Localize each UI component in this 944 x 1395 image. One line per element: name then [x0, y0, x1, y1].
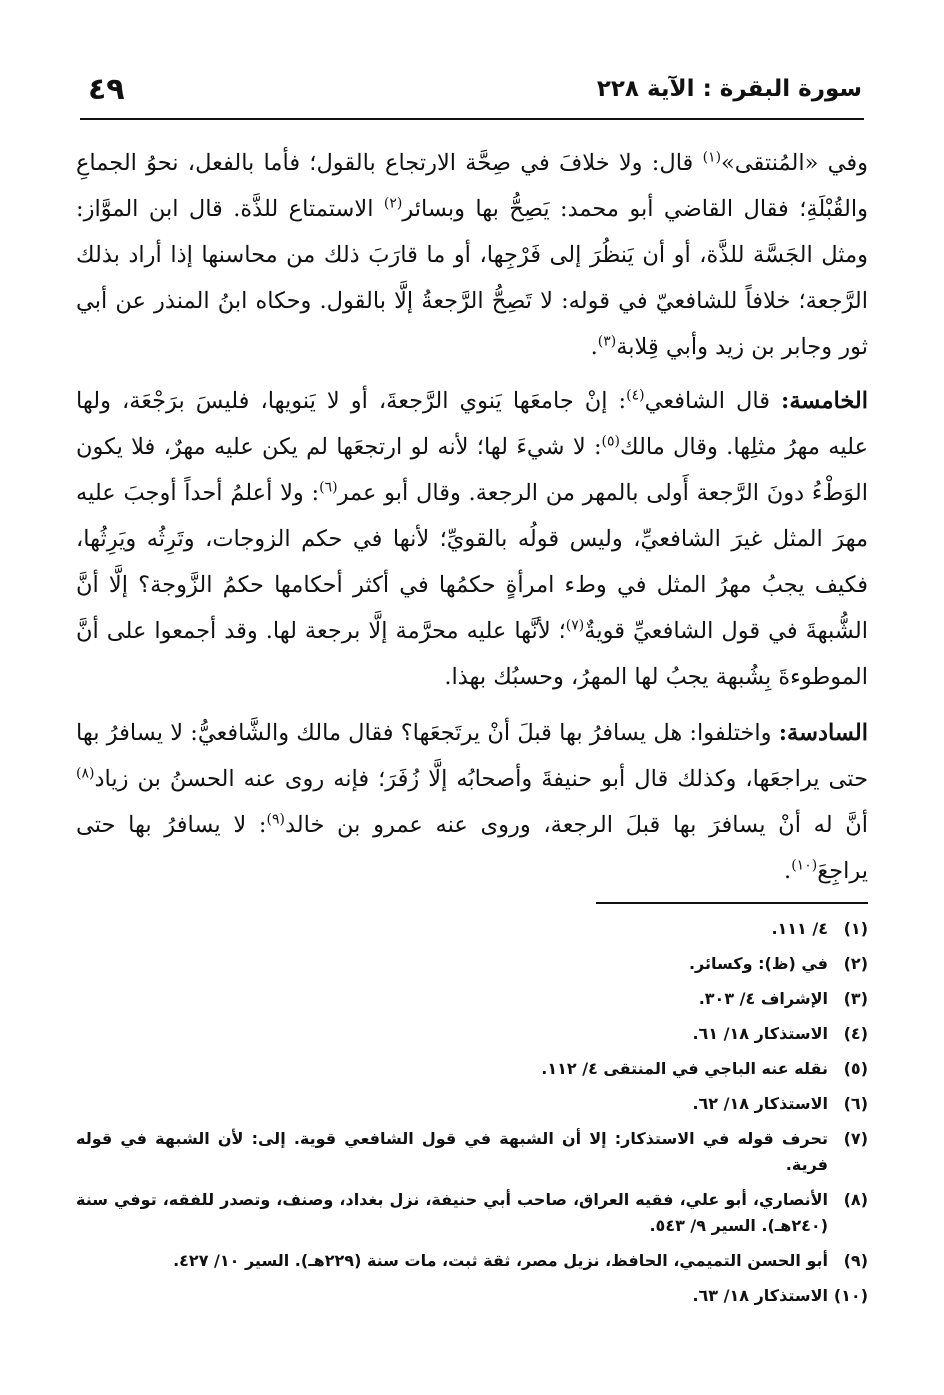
footnote-ref: (٣)	[597, 333, 617, 350]
footnote-ref: (٩)	[266, 811, 285, 828]
footnote-number: (١)	[843, 919, 868, 938]
footnote-number: (٩)	[843, 1251, 868, 1270]
footnote-number: (٥)	[843, 1059, 868, 1078]
footnote-ref: (١)	[702, 149, 722, 166]
footnote-number: (٨)	[843, 1190, 868, 1209]
footnote-ref: (٦)	[319, 479, 338, 496]
footnote	[76, 1283, 868, 1309]
footnote-text: الإشراف ٤/ ٣٠٣.	[698, 989, 828, 1008]
footnote-number: (٧)	[843, 1129, 868, 1148]
footnote	[76, 916, 868, 942]
footnote-number: (٦)	[843, 1094, 868, 1113]
footnote	[76, 1021, 868, 1047]
footnote	[76, 1091, 868, 1117]
footnote	[76, 1126, 868, 1178]
footnote-ref: (١٠)	[791, 857, 818, 874]
main-text	[76, 140, 868, 904]
page-number: ٤٩	[88, 72, 125, 107]
section-lead-fifth: الخامسة:	[781, 388, 868, 414]
footnote-text: الاستذكار ١٨/ ٦١.	[692, 1024, 828, 1043]
paragraph-2: الخامسة: قال الشافعي$^{(٤)}$: إنْ جامعَها يَنوي الرَّجعةَ، أو لا يَنويها، فليسَ برَجْعَة، ولها عليه مهرُ مثلِها. وقال مالك$^{(٥)}$: لا شيءَ لها؛ لأنه لو ارتجعَها لم يكن عليه مهرٌ، فلا يكون الوَطْءُ دونَ الرَّجعة أَولى بالمهر من الرجعة. وقال أبو عمر$^{(٦)}$: ولا أعلمُ أحداً أوجبَ عليه مهرَ المثل غيرَ الشافعيِّ، وليس قولُه بالقويِّ؛ لأنها في حكم الزوجات، وتَرِثُه ويَرِثُها، فكيف يجبُ مهرُ المثل في وطء امرأةٍ حكمُها في أكثر أحكامها حكمُ الزَّوجة؟ إلَّا أنَّ الشُّبهةَ في قول الشافعيِّ قويةٌ$^{(٧)}$؛ لأنَّها عليه محرَّمة إلَّا برجعة لها. وقد أجمعوا على أنَّ الموطوءةَ بِشُبهة يجبُ لها المهرُ، وحسبُك بهذا.	[76, 387, 868, 690]
footnote-divider	[596, 902, 868, 904]
footnote-number: (٤)	[843, 1024, 868, 1043]
page-header	[80, 66, 864, 114]
footnote	[76, 1248, 868, 1274]
footnote	[76, 1187, 868, 1239]
header-divider	[80, 118, 864, 120]
footnote-text: الاستذكار ١٨/ ٦٢.	[692, 1094, 828, 1113]
footnote-text: نقله عنه الباجي في المنتقى ٤/ ١١٢.	[541, 1059, 828, 1078]
footnote-text: الأنصاري، أبو علي، فقيه العراق، صاحب أبي حنيفة، نزل بغداد، وصنف، وتصدر للفقه، توفي سنة (٢٤٠هـ). السير ٩/ ٥٤٣.	[76, 1190, 828, 1235]
footnote-number: (١٠)	[833, 1286, 868, 1305]
footnote-ref: (٨)	[76, 765, 95, 782]
footnote-ref: (٢)	[383, 195, 403, 212]
footnotes	[76, 916, 868, 1318]
footnote-number: (٢)	[843, 954, 868, 973]
footnote-text: أبو الحسن التميمي، الحافظ، نزيل مصر، ثقة ثبت، مات سنة (٢٢٩هـ). السير ١٠/ ٤٢٧.	[173, 1251, 828, 1270]
footnote-ref: (٤)	[626, 387, 645, 404]
footnote-text: ٤/ ١١١.	[771, 919, 828, 938]
footnote	[76, 1056, 868, 1082]
footnote-text: الاستذكار ١٨/ ٦٣.	[692, 1286, 828, 1305]
running-title: سورة البقرة : الآية ٢٢٨	[596, 76, 862, 102]
section-lead-sixth: السادسة:	[778, 720, 868, 746]
footnote-ref: (٧)	[565, 617, 585, 634]
paragraph-1: وفي «المُنتقى»$^{(١)}$ قال: ولا خلافَ في صِحَّة الارتجاع بالقول؛ فأما بالفعل، نحوُ الجماعِ والقُبْلَةِ؛ فقال القاضي أبو محمد: يَصِحُّ بها وبسائر$^{(٢)}$ الاستمتاع للذَّة. قال ابن الموَّاز: ومثل الجَسَّة للذَّة، أو أن يَنظُرَ إلى فَرْجِها، أو ما قارَبَ ذلك من محاسنها إذا أراد بذلك الرَّجعة؛ خلافاً للشافعيّ في قوله: لا تَصِحُّ الرَّجعةُ إلَّا بالقول. وحكاه ابنُ المنذر عن أبي ثور وجابر بن زيد وأبي قِلابة$^{(٣)}$.	[76, 149, 869, 360]
footnote-number: (٣)	[843, 989, 868, 1008]
footnote	[76, 951, 868, 977]
paragraph-3: السادسة: واختلفوا: هل يسافرُ بها قبلَ أنْ يرتَجعَها؟ فقال مالك والشَّافعيُّ: لا يسافرُ بها حتى يراجعَها، وكذلك قال أبو حنيفةَ وأصحابُه إلَّا زُفَرَ؛ فإنه روى عنه الحسنُ بن زياد$^{(٨)}$ أنَّ له أنْ يسافرَ بها قبلَ الرجعة، وروى عنه عمرو بن خالد$^{(٩)}$: لا يسافرُ بها حتى يراجِعَ$^{(١٠)}$.	[76, 720, 869, 884]
footnote-text: في (ظ): وكسائر.	[688, 954, 828, 973]
footnote-ref: (٥)	[601, 433, 621, 450]
footnote-text: تحرف قوله في الاستذكار: إلا أن الشبهة في قول الشافعي قوية. إلى: لأن الشبهة في قوله فرية.	[76, 1129, 828, 1174]
footnote	[76, 986, 868, 1012]
